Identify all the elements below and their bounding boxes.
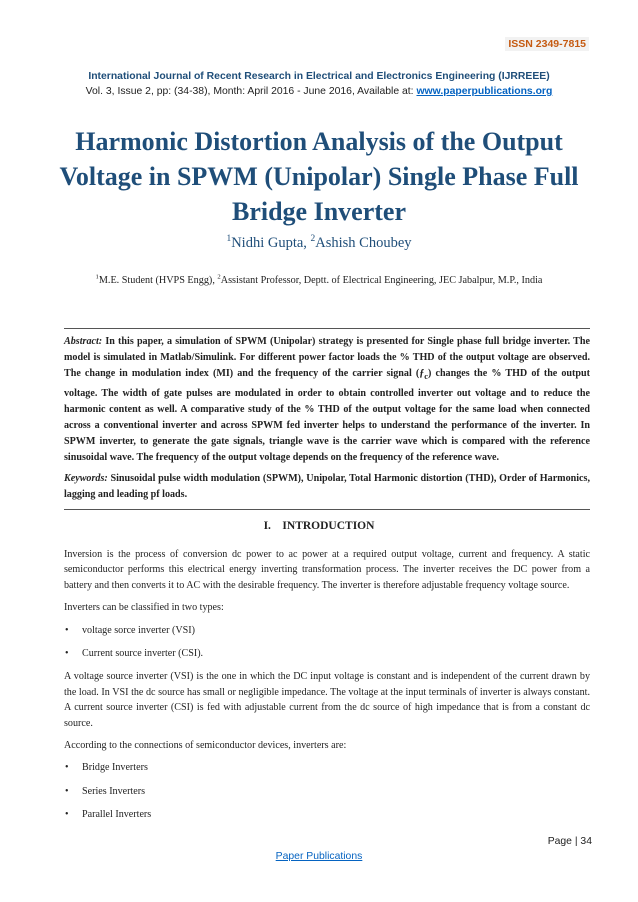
journal-url-link[interactable]: www.paperpublications.org: [416, 86, 553, 97]
paper-title: Harmonic Distortion Analysis of the Output Voltage in SPWM (Unipolar) Single Phase Full Bridge Inverter: [59, 127, 579, 226]
intro-paragraph-2: Inverters can be classified in two types:: [64, 602, 224, 614]
carrier-freq-symbol: ƒ: [419, 368, 425, 380]
page-number: Page | 34: [547, 836, 592, 847]
affil2-text: Assistant Professor, Deptt. of Electrical Engineering, JEC Jabalpur, M.P., India: [220, 275, 543, 286]
abstract-box: [64, 328, 590, 510]
list-item: • Series Inverters: [64, 784, 590, 799]
publisher-link[interactable]: Paper Publications: [275, 851, 363, 862]
author2-number: 2: [310, 234, 316, 245]
issn-badge: ISSN 2349-7815: [505, 37, 589, 51]
bullet-icon: •: [65, 809, 69, 821]
affil1-text: M.E. Student (HVPS Engg),: [98, 275, 218, 286]
keywords-paragraph: [64, 471, 590, 503]
bullet-icon: •: [65, 648, 69, 660]
list-item: • Current source inverter (CSI).: [64, 646, 590, 661]
section-heading-introduction: I. INTRODUCTION: [263, 520, 375, 532]
author1-name: Nidhi Gupta,: [231, 235, 311, 251]
keywords-text: Sinusoidal pulse width modulation (SPWM), Unipolar, Total Harmonic distortion (THD), Order of Harmonics, lagging and leading pf loads.: [64, 472, 590, 500]
affil2-number: 2: [217, 273, 221, 281]
journal-title: International Journal of Recent Research in Electrical and Electronics Engineering (IJRREEE): [88, 71, 550, 82]
bullet-icon: •: [65, 624, 69, 636]
bullet-icon: •: [65, 785, 69, 797]
affil1-number: 1: [95, 273, 99, 281]
journal-info: Vol. 3, Issue 2, pp: (34-38), Month: April 2016 - June 2016, Available at:: [85, 86, 417, 97]
affiliation-line: [0, 275, 638, 286]
intro-paragraph-1: Inversion is the process of conversion dc power to ac power at a required output voltage, current and frequency. A static semiconductor performs this electrical energy inverting transformation process. The inverter receives the DC power from a battery and then converts it to AC with the desirable frequency. The inverter is therefore adjustable frequency voltage source.: [64, 549, 590, 591]
list-item: • Bridge Inverters: [64, 760, 590, 775]
abstract-label: Abstract:: [64, 336, 103, 347]
inverter-type-list: [64, 623, 590, 662]
carrier-freq-subscript: c: [424, 372, 428, 382]
intro-paragraph-3: A voltage source inverter (VSI) is the one in which the DC input voltage is constant and is independent of the current drawn by the load. In VSI the dc source has small or negligible impedance. The voltage at the input terminals of inverter is always constant. A current source inverter (CSI) is fed with adjustable current from the dc source of high impedance that is from a constant dc source.: [64, 671, 590, 729]
list-item: • voltage sorce inverter (VSI): [64, 623, 590, 638]
journal-header: [0, 69, 638, 99]
author2-name: Ashish Choubey: [315, 235, 412, 251]
list-item: • Parallel Inverters: [64, 807, 590, 822]
bullet-icon: •: [65, 762, 69, 774]
abstract-text-a: In this paper, a simulation of SPWM (Unipolar) strategy is presented for Single phase full bridge inverter. The model is simulated in Matlab/Simulink. For different power factor loads the % THD of the output voltage are observed. The change in modulation index (MI) and the frequency of the carrier signal (: [64, 336, 590, 380]
abstract-text-b: ) changes the % THD of the output voltage. The width of gate pulses are modulated in order to obtain controlled inverter out voltage and to reduce the harmonic content as well. A comparative study of the % THD of the output voltage for the same load when connected across a conventional inverter and across SPWM fed inverter helps to understand the performance of the inverter. In SPWM inverter, to generate the gate signals, triangle wave is the carrier wave which is compared with the reference sinusoidal wave. The frequency of the output voltage depends on the frequency of the reference wave.: [64, 368, 591, 464]
author-line: [0, 235, 638, 252]
author1-number: 1: [226, 234, 232, 245]
abstract-paragraph: [64, 334, 590, 467]
inverter-connection-list: [64, 760, 590, 822]
introduction-body: [64, 547, 590, 831]
keywords-label: Keywords:: [64, 472, 108, 484]
intro-paragraph-4: According to the connections of semiconductor devices, inverters are:: [64, 740, 347, 752]
